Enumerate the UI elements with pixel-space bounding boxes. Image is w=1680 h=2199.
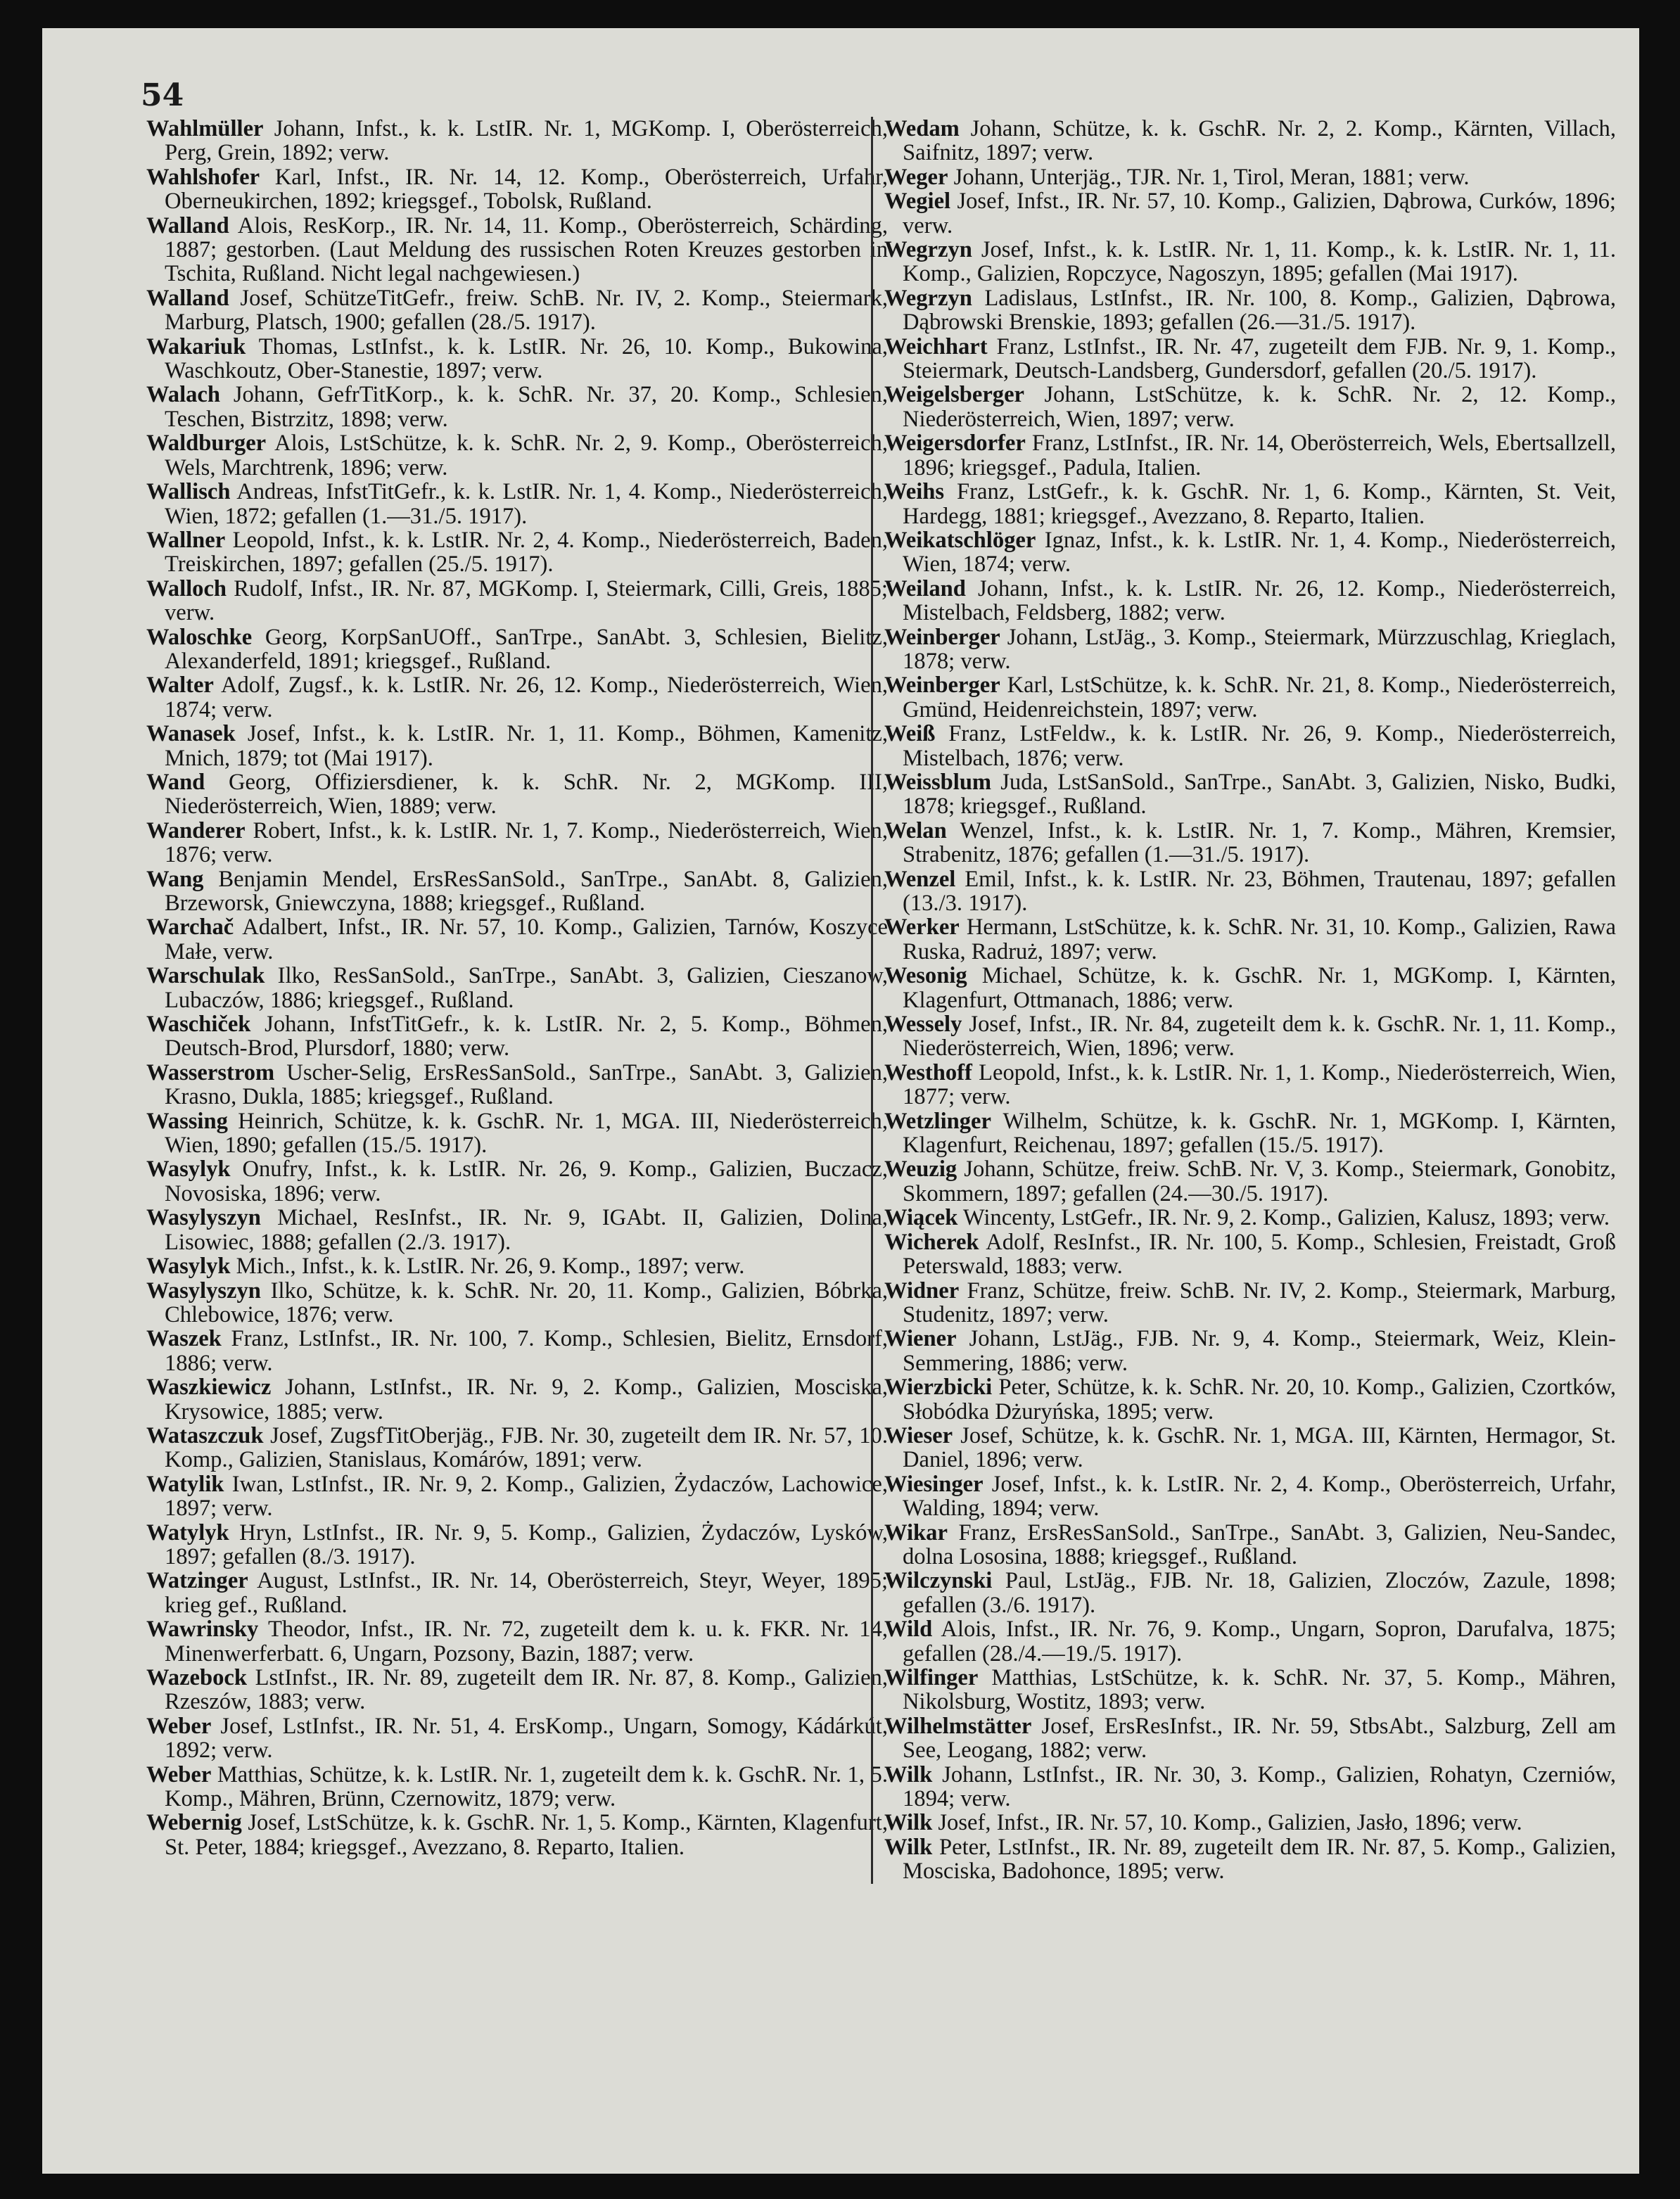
entry-surname: Warchač (146, 914, 234, 941)
entry-surname: Wallner (146, 527, 226, 553)
entry-details: Franz, LstInfst., IR. Nr. 100, 7. Komp., Schlesien, Bielitz, Ernsdorf, 1886; verw. (165, 1326, 888, 1376)
entry-surname: Wieser (884, 1422, 953, 1448)
entry-details: Johann, LstJäg., 3. Komp., Steiermark, Mürzzuschlag, Krieglach, 1878; verw. (903, 624, 1616, 674)
entry (884, 867, 1616, 916)
entry-surname: Waschiček (146, 1012, 251, 1038)
entry (884, 189, 1616, 238)
entry-details: Georg, Offiziersdiener, k. k. SchR. Nr. 2, MGKomp. III, Niederösterreich, Wien, 1889; verw. (165, 769, 888, 820)
entry (146, 577, 888, 625)
entry (146, 383, 888, 431)
entry (146, 1254, 888, 1278)
entry-details: Ilko, ResSanSold., SanTrpe., SanAbt. 3, Galizien, Cieszanow, Lubaczów, 1886; kriegsgef., Rußland. (165, 963, 888, 1013)
entry (884, 1157, 1616, 1206)
entry-surname: Widner (884, 1277, 960, 1304)
entry-surname: Walter (146, 673, 214, 699)
entry (884, 915, 1616, 964)
entry-details: Josef, LstInfst., IR. Nr. 51, 4. ErsKomp., Ungarn, Somogy, Kádárkút, 1892; verw. (165, 1713, 888, 1764)
entry-details: Johann, GefrTitKorp., k. k. SchR. Nr. 37, 20. Komp., Schlesien, Teschen, Bistrzitz, 1898; verw. (165, 382, 888, 432)
left-column (146, 117, 888, 1859)
entry-details: Matthias, Schütze, k. k. LstIR. Nr. 1, zugeteilt dem k. k. GschR. Nr. 1, 5. Komp., Mähren, Brünn, Czernowitz, 1879; verw. (165, 1761, 888, 1812)
entry-details: Franz, LstFeldw., k. k. LstIR. Nr. 26, 9. Komp., Niederösterreich, Mistelbach, 1876; verw. (903, 721, 1616, 771)
entry (146, 1811, 888, 1859)
entry-surname: Waszek (146, 1326, 222, 1352)
entry-surname: Wicherek (884, 1229, 979, 1255)
entry-surname: Wenzel (884, 866, 956, 892)
page-number: 54 (141, 77, 184, 113)
entry-details: Josef, ErsResInfst., IR. Nr. 59, StbsAbt., Salzburg, Zell am See, Leogang, 1882; verw. (903, 1713, 1616, 1764)
entry (884, 1666, 1616, 1714)
entry-surname: Weiland (884, 575, 966, 601)
entry-surname: Wild (884, 1617, 933, 1643)
entry (146, 1061, 888, 1109)
entry-surname: Walland (146, 212, 229, 238)
entry-details: Johann, LstSchütze, k. k. SchR. Nr. 2, 12. Komp., Niederösterreich, Wien, 1897; verw. (903, 382, 1616, 432)
entry-details: Leopold, Infst., k. k. LstIR. Nr. 2, 4. Komp., Niederösterreich, Baden, Treiskirchen, 1897; gefallen (25./5. 1917). (165, 527, 888, 578)
entry (884, 1061, 1616, 1109)
entry-surname: Wegrzyn (884, 285, 972, 311)
entry-surname: Weihs (884, 479, 945, 505)
entry (146, 1206, 888, 1254)
entry-surname: Weinberger (884, 673, 1000, 699)
entry-details: Josef, Infst., k. k. LstIR. Nr. 2, 4. Komp., Oberösterreich, Urfahr, Walding, 1894; verw. (903, 1471, 1616, 1522)
entry (884, 770, 1616, 819)
entry (146, 915, 888, 964)
entry-details: Josef, SchützeTitGefr., freiw. SchB. Nr. IV, 2. Komp., Steiermark, Marburg, Platsch, 1900; gefallen (28./5. 1917). (165, 285, 888, 336)
entry-details: Theodor, Infst., IR. Nr. 72, zugeteilt dem k. u. k. FKR. Nr. 14, Minenwerferbatt. 6, Ungarn, Pozsony, Bazin, 1887; verw. (165, 1617, 888, 1666)
entry-surname: Weissblum (884, 769, 992, 795)
entry-surname: Wasylyszyn (146, 1277, 261, 1304)
entry-surname: Wawrinsky (146, 1617, 259, 1643)
entry-details: Johann, Schütze, freiw. SchB. Nr. V, 3. Komp., Steiermark, Gonobitz, Skommern, 1897; gefallen (24.—30./5. 1917). (903, 1156, 1616, 1206)
entry-details: Alois, LstSchütze, k. k. SchR. Nr. 2, 9. Komp., Oberösterreich, Wels, Marchtrenk, 1896; verw. (165, 431, 888, 480)
entry (146, 1424, 888, 1472)
entry-surname: Wessely (884, 1012, 962, 1038)
entry-details: Josef, LstSchütze, k. k. GschR. Nr. 1, 5. Komp., Kärnten, Klagenfurt, St. Peter, 1884; kriegsgef., Avezzano, 8. Reparto, Italien. (165, 1810, 888, 1860)
entry-surname: Weger (884, 164, 948, 190)
entry (884, 1279, 1616, 1327)
entry-surname: Weichhart (884, 333, 988, 359)
entry-surname: Wanderer (146, 817, 246, 843)
entry-surname: Wazebock (146, 1665, 247, 1690)
entry (884, 722, 1616, 770)
entry-surname: Weinberger (884, 624, 1000, 650)
entry (884, 625, 1616, 674)
entry-details: Alois, Infst., IR. Nr. 76, 9. Komp., Ungarn, Sopron, Darufalva, 1875; gefallen (28./4.—19./5. 1917). (903, 1617, 1616, 1666)
entry (146, 964, 888, 1012)
right-column (871, 117, 1616, 1884)
entry-surname: Wilczynski (884, 1568, 993, 1594)
entry-details: Johann, InfstTitGefr., k. k. LstIR. Nr. 2, 5. Komp., Böhmen, Deutsch-Brod, Plursdorf, 1880; verw. (165, 1012, 888, 1062)
entry-surname: Waloschke (146, 624, 253, 650)
entry-details: Wenzel, Infst., k. k. LstIR. Nr. 1, 7. Komp., Mähren, Kremsier, Strabenitz, 1876; gefallen (1.—31./5. 1917). (903, 817, 1616, 868)
entry (146, 1617, 888, 1666)
entry-surname: Westhoff (884, 1059, 972, 1085)
entry-details: Uscher-Selig, ErsResSanSold., SanTrpe., SanAbt. 3, Galizien, Krasno, Dukla, 1885; kriegsgef., Rußland. (165, 1059, 888, 1110)
entry-surname: Wataszczuk (146, 1422, 264, 1448)
entry (884, 335, 1616, 383)
entry-details: Emil, Infst., k. k. LstIR. Nr. 23, Böhmen, Trautenau, 1897; gefallen (13./3. 1917). (903, 866, 1616, 916)
entry-surname: Watzinger (146, 1568, 248, 1594)
entry-surname: Walland (146, 285, 229, 311)
entry-details: Josef, Infst., IR. Nr. 84, zugeteilt dem k. k. GschR. Nr. 1, 11. Komp., Niederösterreich, Wien, 1896; verw. (903, 1012, 1616, 1062)
entry-surname: Wegrzyn (884, 237, 972, 263)
entry-surname: Wahlmüller (146, 116, 264, 141)
entry-surname: Wedam (884, 116, 960, 141)
entry-details: Franz, ErsResSanSold., SanTrpe., SanAbt. 3, Galizien, Neu-Sandec, dolna Lososina, 1888; kriegsgef., Rußland. (903, 1519, 1616, 1569)
entry-surname: Watylik (146, 1471, 224, 1497)
entry-surname: Wilk (884, 1761, 933, 1787)
entry-details: Johann, Infst., k. k. LstIR. Nr. 26, 12. Komp., Niederösterreich, Mistelbach, Feldsberg, 1882; verw. (903, 575, 1616, 626)
entry-details: Franz, Schütze, freiw. SchB. Nr. IV, 2. Komp., Steiermark, Marburg, Studenitz, 1897; verw. (903, 1277, 1616, 1327)
entry (884, 431, 1616, 480)
entry-details: Mich., Infst., k. k. LstIR. Nr. 26, 9. Komp., 1897; verw. (230, 1254, 745, 1280)
entry (146, 1327, 888, 1375)
entry-surname: Weikatschlöger (884, 527, 1036, 553)
entry (146, 1375, 888, 1424)
entry (146, 165, 888, 214)
entry (146, 867, 888, 916)
entry-surname: Walach (146, 382, 220, 408)
entry (146, 722, 888, 770)
entry-details: Peter, LstInfst., IR. Nr. 89, zugeteilt dem IR. Nr. 87, 5. Komp., Galizien, Mosciska, Badohonce, 1895; verw. (903, 1834, 1616, 1885)
entry (146, 480, 888, 528)
entry-surname: Wiener (884, 1326, 957, 1352)
entry-surname: Wiącek (884, 1205, 958, 1231)
entry-details: Thomas, LstInfst., k. k. LstIR. Nr. 26, 10. Komp., Bukowina, Waschkoutz, Ober-Stanestie, 1897; verw. (165, 333, 888, 384)
entry-details: Karl, LstSchütze, k. k. SchR. Nr. 21, 8. Komp., Niederösterreich, Gmünd, Heidenreichstein, 1897; verw. (903, 673, 1616, 722)
entry (884, 1763, 1616, 1811)
entry (146, 1569, 888, 1617)
entry-details: Franz, LstInfst., IR. Nr. 14, Oberösterreich, Wels, Ebertsallzell, 1896; kriegsgef., Padula, Italien. (903, 431, 1616, 480)
entry-details: Josef, Infst., IR. Nr. 57, 10. Komp., Galizien, Jasło, 1896; verw. (932, 1810, 1522, 1836)
entry (146, 214, 888, 286)
entry (146, 335, 888, 383)
entry-surname: Wilhelmstätter (884, 1713, 1032, 1739)
entry-surname: Webernig (146, 1810, 242, 1836)
entry-details: Onufry, Infst., k. k. LstIR. Nr. 26, 9. Komp., Galizien, Buczacz, Novosiska, 1896; verw. (165, 1156, 888, 1206)
entry (146, 1472, 888, 1521)
entry (884, 1424, 1616, 1472)
entry-surname: Werker (884, 914, 960, 941)
entry-details: Josef, Infst., k. k. LstIR. Nr. 1, 11. Komp., Böhmen, Kamenitz, Mnich, 1879; tot (Mai 1917). (165, 721, 888, 771)
entry (884, 117, 1616, 165)
entry-surname: Waszkiewicz (146, 1375, 272, 1401)
entry-details: Adalbert, Infst., IR. Nr. 57, 10. Komp., Galizien, Tarnów, Koszyce Małe, verw. (165, 914, 888, 964)
entry (146, 1109, 888, 1158)
entry-details: Adolf, ResInfst., IR. Nr. 100, 5. Komp., Schlesien, Freistadt, Groß Peterswald, 1883; verw. (903, 1229, 1616, 1280)
entry-surname: Wahlshofer (146, 164, 260, 190)
entry-details: August, LstInfst., IR. Nr. 14, Oberösterreich, Steyr, Weyer, 1895; krieg gef., Rußland. (165, 1568, 888, 1618)
entry-details: Johann, LstInfst., IR. Nr. 9, 2. Komp., Galizien, Mosciska, Krysowice, 1885; verw. (165, 1375, 888, 1424)
entry-surname: Wassing (146, 1108, 228, 1134)
entry-surname: Wakariuk (146, 333, 246, 359)
entry (146, 1666, 888, 1714)
entry-surname: Weiß (884, 721, 936, 747)
entry-details: Iwan, LstInfst., IR. Nr. 9, 2. Komp., Galizien, Żydaczów, Lachowice, 1897; verw. (165, 1471, 888, 1522)
entry (884, 383, 1616, 431)
entry-surname: Weber (146, 1713, 212, 1739)
entry-surname: Wesonig (884, 963, 967, 989)
entry (884, 1472, 1616, 1521)
entry-surname: Wasylyk (146, 1156, 231, 1183)
entry-details: Franz, LstInfst., IR. Nr. 47, zugeteilt dem FJB. Nr. 9, 1. Komp., Steiermark, Deutsch-Landsberg, Gundersdorf, gefallen (20./5. 1917). (903, 333, 1616, 384)
entry-details: Benjamin Mendel, ErsResSanSold., SanTrpe., SanAbt. 8, Galizien, Brzeworsk, Gniewczyna, 1888; kriegsgef., Rußland. (165, 866, 888, 916)
entry-surname: Wikar (884, 1519, 948, 1545)
entry (884, 1811, 1616, 1835)
entry-surname: Wasylyszyn (146, 1205, 261, 1231)
entry-details: Michael, ResInfst., IR. Nr. 9, IGAbt. II, Galizien, Dolina, Lisowiec, 1888; gefallen (2./3. 1917). (165, 1205, 888, 1255)
entry-surname: Weigelsberger (884, 382, 1025, 408)
entry-surname: Watylyk (146, 1519, 229, 1545)
entry (146, 286, 888, 335)
entry-surname: Wilk (884, 1810, 933, 1836)
entry (146, 1714, 888, 1763)
entry (146, 770, 888, 819)
entry-surname: Weigersdorfer (884, 431, 1026, 457)
entry-details: Josef, Infst., IR. Nr. 57, 10. Komp., Galizien, Dąbrowa, Curków, 1896; verw. (903, 189, 1616, 238)
entry (146, 819, 888, 867)
entry-details: Wincenty, LstGefr., IR. Nr. 9, 2. Komp., Galizien, Kalusz, 1893; verw. (957, 1205, 1610, 1231)
entry (146, 1279, 888, 1327)
entry-details: Matthias, LstSchütze, k. k. SchR. Nr. 37, 5. Komp., Mähren, Nikolsburg, Wostitz, 1893; verw. (903, 1665, 1616, 1715)
entry-details: Hryn, LstInfst., IR. Nr. 9, 5. Komp., Galizien, Żydaczów, Lysków, 1897; gefallen (8./3. 1917). (165, 1519, 888, 1569)
entry-surname: Wang (146, 866, 204, 892)
entry-details: Hermann, LstSchütze, k. k. SchR. Nr. 31, 10. Komp., Galizien, Rawa Ruska, Radruż, 1897; verw. (903, 914, 1616, 964)
entry-details: Ladislaus, LstInfst., IR. Nr. 100, 8. Komp., Galizien, Dąbrowa, Dąbrowski Brenskie, 1893; gefallen (26.—31./5. 1917). (903, 285, 1616, 336)
entry-surname: Wilfinger (884, 1665, 979, 1690)
entry (884, 1569, 1616, 1617)
entry-surname: Walloch (146, 575, 227, 601)
entry-details: Ignaz, Infst., k. k. LstIR. Nr. 1, 4. Komp., Niederösterreich, Wien, 1874; verw. (903, 527, 1616, 578)
entry (884, 1617, 1616, 1666)
entry-surname: Wand (146, 769, 205, 795)
entry-details: LstInfst., IR. Nr. 89, zugeteilt dem IR. Nr. 87, 8. Komp., Galizien, Rzeszów, 1883; verw. (165, 1665, 888, 1715)
entry (146, 625, 888, 674)
entry-surname: Wierzbicki (884, 1375, 993, 1401)
entry-details: Alois, ResKorp., IR. Nr. 14, 11. Komp., Oberösterreich, Schärding, 1887; gestorben. (Laut Meldung des russischen Roten Kreuzes gestorben in Tschita, Rußland. Nicht legal nachgewiesen.) (165, 212, 888, 287)
entry-details: Peter, Schütze, k. k. SchR. Nr. 20, 10. Komp., Galizien, Czortków, Słobódka Dżuryńska, 1895; verw. (903, 1375, 1616, 1424)
entry-surname: Wetzlinger (884, 1108, 991, 1134)
entry-details: Juda, LstSanSold., SanTrpe., SanAbt. 3, Galizien, Nisko, Budki, 1878; kriegsgef., Rußland. (903, 769, 1616, 820)
entry-details: Johann, Unterjäg., TJR. Nr. 1, Tirol, Meran, 1881; verw. (948, 164, 1470, 190)
entry (146, 1763, 888, 1811)
entry (884, 165, 1616, 189)
entry (884, 1521, 1616, 1569)
entry-surname: Warschulak (146, 963, 265, 989)
entry-details: Rudolf, Infst., IR. Nr. 87, MGKomp. I, Steiermark, Cilli, Greis, 1885; verw. (165, 575, 888, 626)
entry (146, 1157, 888, 1206)
entry-details: Andreas, InfstTitGefr., k. k. LstIR. Nr. 1, 4. Komp., Niederösterreich, Wien, 1872; gefallen (1.—31./5. 1917). (165, 479, 888, 529)
entry-surname: Weber (146, 1761, 212, 1787)
entry (884, 964, 1616, 1012)
entry-surname: Wilk (884, 1834, 933, 1860)
entry-details: Johann, Schütze, k. k. GschR. Nr. 2, 2. Komp., Kärnten, Villach, Saifnitz, 1897; verw. (903, 116, 1616, 166)
entry-details: Leopold, Infst., k. k. LstIR. Nr. 1, 1. Komp., Niederösterreich, Wien, 1877; verw. (903, 1059, 1616, 1110)
entry-details: Adolf, Zugsf., k. k. LstIR. Nr. 26, 12. Komp., Niederösterreich, Wien, 1874; verw. (165, 673, 888, 722)
entry (146, 673, 888, 722)
entry (884, 238, 1616, 286)
entry (884, 1835, 1616, 1884)
entry-details: Josef, ZugsfTitOberjäg., FJB. Nr. 30, zugeteilt dem IR. Nr. 57, 10. Komp., Galizien, Stanislaus, Komárów, 1891; verw. (165, 1422, 888, 1473)
entry-details: Josef, Infst., k. k. LstIR. Nr. 1, 11. Komp., k. k. LstIR. Nr. 1, 11. Komp., Galizien, Ropczyce, Nagoszyn, 1895; gefallen (Mai 1917). (903, 237, 1616, 287)
entry (146, 528, 888, 577)
entry (884, 1714, 1616, 1763)
entry (146, 431, 888, 480)
entry-surname: Wasylyk (146, 1254, 231, 1280)
entry (146, 1012, 888, 1061)
entry (884, 1012, 1616, 1061)
entry-details: Ilko, Schütze, k. k. SchR. Nr. 20, 11. Komp., Galizien, Bóbrka, Chlebowice, 1876; verw. (165, 1277, 888, 1327)
entry (884, 819, 1616, 867)
entry (884, 1109, 1616, 1158)
entry (146, 117, 888, 165)
entry (884, 1327, 1616, 1375)
entry (884, 480, 1616, 528)
entry-details: Heinrich, Schütze, k. k. GschR. Nr. 1, MGA. III, Niederösterreich, Wien, 1890; gefallen (15./5. 1917). (165, 1108, 888, 1159)
entry-details: Michael, Schütze, k. k. GschR. Nr. 1, MGKomp. I, Kärnten, Klagenfurt, Ottmanach, 1886; verw. (903, 963, 1616, 1013)
entry (884, 673, 1616, 722)
entry-details: Johann, LstInfst., IR. Nr. 30, 3. Komp., Galizien, Rohatyn, Czerniów, 1894; verw. (903, 1761, 1616, 1812)
entry-details: Franz, LstGefr., k. k. GschR. Nr. 1, 6. Komp., Kärnten, St. Veit, Hardegg, 1881; kriegsgef., Avezzano, 8. Reparto, Italien. (903, 479, 1616, 529)
entry-surname: Weuzig (884, 1156, 957, 1183)
document-page (42, 28, 1639, 2174)
entry (884, 577, 1616, 625)
entry-details: Robert, Infst., k. k. LstIR. Nr. 1, 7. Komp., Niederösterreich, Wien, 1876; verw. (165, 817, 888, 868)
entry-surname: Wallisch (146, 479, 231, 505)
entry (884, 286, 1616, 335)
entry-details: Johann, LstJäg., FJB. Nr. 9, 4. Komp., Steiermark, Weiz, Klein-Semmering, 1886; verw. (903, 1326, 1616, 1376)
entry-surname: Welan (884, 817, 947, 843)
entry (884, 1206, 1616, 1230)
entry-surname: Wasserstrom (146, 1059, 275, 1085)
entry (884, 1375, 1616, 1424)
entry-surname: Wegiel (884, 189, 951, 215)
entry (884, 1230, 1616, 1279)
entry-surname: Wanasek (146, 721, 236, 747)
entry (884, 528, 1616, 577)
entry-details: Karl, Infst., IR. Nr. 14, 12. Komp., Oberösterreich, Urfahr, Oberneukirchen, 1892; kriegsgef., Tobolsk, Rußland. (165, 164, 888, 215)
entry-surname: Waldburger (146, 431, 267, 457)
entry-details: Wilhelm, Schütze, k. k. GschR. Nr. 1, MGKomp. I, Kärnten, Klagenfurt, Reichenau, 1897; gefallen (15./5. 1917). (903, 1108, 1616, 1159)
entry-details: Josef, Schütze, k. k. GschR. Nr. 1, MGA. III, Kärnten, Hermagor, St. Daniel, 1896; verw. (903, 1422, 1616, 1473)
entry (146, 1521, 888, 1569)
entry-details: Paul, LstJäg., FJB. Nr. 18, Galizien, Zloczów, Zazule, 1898; gefallen (3./6. 1917). (903, 1568, 1616, 1618)
entry-details: Johann, Infst., k. k. LstIR. Nr. 1, MGKomp. I, Oberösterreich, Perg, Grein, 1892; verw. (165, 116, 888, 166)
entry-details: Georg, KorpSanUOff., SanTrpe., SanAbt. 3, Schlesien, Bielitz, Alexanderfeld, 1891; kriegsgef., Rußland. (165, 624, 888, 674)
entry-surname: Wiesinger (884, 1471, 984, 1497)
